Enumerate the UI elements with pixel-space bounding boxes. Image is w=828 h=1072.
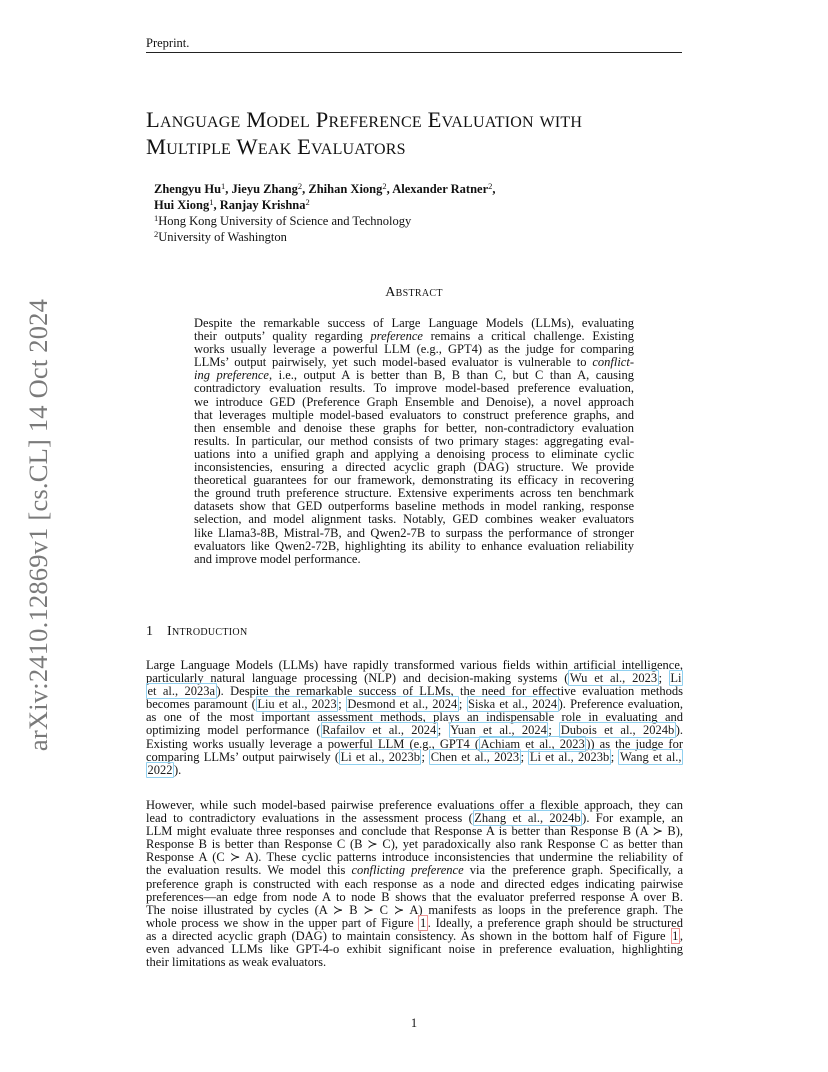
citation-link[interactable]: Dubois et al., 2024b bbox=[560, 723, 675, 738]
text-line: Existing works usually leverage a powerful LLM (e.g., GPT4 ( Achiam et al., 2023 )) as the judge for bbox=[146, 736, 683, 751]
title-line-1: Language Model Preference Evaluation with bbox=[146, 107, 583, 132]
text-line: as one of the most important assessment methods, plays an indispensable role in evaluating and bbox=[146, 710, 683, 725]
citation-link[interactable]: Siska et al., 2024 bbox=[468, 697, 558, 712]
abstract-line: ing preference, i.e., output A is better than B, B than C, but C than A, causing bbox=[194, 368, 634, 383]
abstract-line: contradictory evaluation results. To improve model-based preference evaluation, bbox=[194, 381, 634, 396]
author-affil-mark: 2 bbox=[488, 181, 493, 191]
arxiv-sidebar-stamp bbox=[21, 295, 55, 755]
arxiv-id: arXiv:2410.12869v1 [cs.CL] 14 Oct 2024 bbox=[22, 298, 53, 752]
section-heading-introduction bbox=[146, 624, 247, 640]
abstract-heading: Abstract bbox=[385, 285, 443, 300]
abstract-line: results. In particular, our method consists of two primary stages: aggregating eval- bbox=[194, 433, 634, 448]
figure-ref-link[interactable]: 1 bbox=[672, 928, 679, 943]
author-affil-mark: 2 bbox=[297, 181, 303, 191]
citation-link[interactable]: Zhang et al., 2024b bbox=[474, 811, 581, 826]
author-affil-mark: 2 bbox=[382, 181, 387, 191]
text-line: even advanced LLMs like GPT-4-o exhibit significant noise in preference evaluation, highlighting bbox=[146, 942, 683, 957]
abstract-line: we introduce GED (Preference Graph Ensemble and Denoise), a novel approach bbox=[194, 394, 634, 409]
author-name: Zhihan Xiong bbox=[308, 182, 383, 196]
author-line-2: Hui Xiong$^1$, Ranjay Krishna$^2$ bbox=[154, 197, 310, 212]
text-line: Response A (C ≻ A). These cyclic patterns introduce inconsistencies that undermine the reliability of bbox=[146, 850, 683, 865]
author-affil-mark: 1 bbox=[221, 181, 226, 191]
abstract-line: evaluators like Qwen2-72B, highlighting its ability to enhance evaluation reliability bbox=[194, 538, 634, 553]
citation-link[interactable]: 2022 bbox=[147, 762, 173, 777]
text-line: whole process we show in the upper part of Figure 1 . Ideally, a preference graph should be structured bbox=[146, 915, 683, 930]
author-block bbox=[154, 181, 674, 245]
abstract-line: uations into a unified graph and applying a denoising process to eliminate cyclic bbox=[194, 446, 634, 461]
figure-ref-link[interactable]: 1 bbox=[419, 915, 427, 930]
text-line: particularly natural language processing (NLP) and decision-making systems ( Wu et al., 2023 ; Li bbox=[146, 671, 682, 686]
page-number: 1 bbox=[410, 1016, 418, 1030]
text-line: 2022 ). bbox=[147, 762, 182, 777]
author-name: Zhengyu Hu bbox=[154, 182, 222, 196]
author-line-1: Zhengyu Hu$^1$, Jieyu Zhang$^2$, Zhihan Xiong$^2$, Alexander Ratner$^2$, bbox=[154, 181, 496, 196]
text-line: becomes paramount ( Liu et al., 2023 ; Desmond et al., 2024 ; Siska et al., 2024 ). Preference evaluation, bbox=[146, 697, 683, 712]
intro-paragraph-1 bbox=[146, 659, 683, 777]
section-title: Introduction bbox=[167, 624, 248, 639]
text-line: the evaluation results. We model this conflicting preference via the preference graph. Specifically, a bbox=[146, 863, 683, 878]
section-number: 1 bbox=[146, 624, 153, 639]
abstract-line: theoretical guarantees for our framework, demonstrating its efficacy in recovering bbox=[194, 473, 634, 488]
citation-link[interactable]: Li bbox=[670, 671, 682, 686]
abstract-line: works usually leverage a powerful LLM (e.g., GPT4) as the judge for comparing bbox=[194, 342, 634, 357]
abstract-line: LLMs’ output pairwisely, yet such model-based evaluator is vulnerable to conflict- bbox=[194, 355, 634, 370]
author-affil-mark: 1 bbox=[209, 197, 214, 207]
affiliation-1: $^1$Hong Kong University of Science and Technology bbox=[154, 213, 412, 228]
text-line: The noise illustrated by cycles (A ≻ B ≻ C ≻ A) manifests as loops in the preference graph. The bbox=[146, 902, 683, 917]
citation-link[interactable]: Yuan et al., 2024 bbox=[450, 723, 547, 738]
citation-link[interactable]: Achiam et al., 2023 bbox=[480, 736, 585, 751]
text-line: preference graph is constructed with each response as a node and directed edges indicating pairwise bbox=[146, 876, 683, 891]
header-rule bbox=[146, 52, 682, 53]
abstract-line: then ensemble and denoise these graphs for better, non-contradictory evaluation bbox=[194, 420, 634, 435]
abstract-line: Despite the remarkable success of Large Language Models (LLMs), evaluating bbox=[194, 316, 634, 330]
citation-link[interactable]: Li et al., 2023b bbox=[529, 749, 610, 764]
citation-link[interactable]: Wang et al., bbox=[619, 749, 682, 764]
citation-link[interactable]: Desmond et al., 2024 bbox=[347, 697, 458, 712]
text-line: comparing LLMs’ output pairwisely ( Li et al., 2023b ; Chen et al., 2023 ; Li et al., 2023b ; Wang et al., bbox=[146, 749, 682, 764]
citation-link[interactable]: Rafailov et al., 2024 bbox=[322, 723, 437, 738]
author-name: Jieyu Zhang bbox=[231, 182, 298, 196]
affiliation-2: $^2$University of Washington bbox=[154, 229, 287, 244]
citation-link[interactable]: Chen et al., 2023 bbox=[430, 749, 520, 764]
abstract-line: like Llama3-8B, Mistral-7B, and Qwen2-7B to surpass the performance of stronger bbox=[194, 525, 634, 540]
text-line: preferences—an edge from node A to node B shows that the evaluator preferred response A over B. bbox=[146, 889, 683, 904]
author-name: Hui Xiong bbox=[154, 198, 210, 212]
running-head: Preprint. bbox=[146, 36, 190, 50]
citation-link[interactable]: Li et al., 2023b bbox=[340, 749, 420, 764]
title-line-2: Multiple Weak Evaluators bbox=[146, 134, 406, 159]
citation-link[interactable]: et al., 2023a bbox=[147, 684, 215, 699]
text-line: lead to contradictory evaluations in the assessment process ( Zhang et al., 2024b ). For example, an bbox=[146, 811, 683, 826]
text-line: their limitations as weak evaluators. bbox=[146, 955, 327, 970]
abstract-line: and improve model performance. bbox=[194, 551, 361, 566]
abstract-line: inconsistencies, ensuring a directed acyclic graph (DAG) structure. We provide bbox=[194, 460, 634, 475]
text-line: However, while such model-based pairwise preference evaluations offer a flexible approach, they can bbox=[146, 798, 683, 812]
text-line: Response B is better than Response C (B ≻ C), yet paradoxically also rank Response C as better than bbox=[146, 837, 683, 852]
abstract-line: datasets show that GED outperforms baseline methods in model ranking, response bbox=[194, 499, 634, 514]
author-name: Ranjay Krishna bbox=[219, 198, 306, 212]
abstract-line: their outputs’ quality regarding preference remains a critical challenge. Existing bbox=[194, 329, 634, 344]
author-name: Alexander Ratner bbox=[392, 182, 489, 196]
abstract-line: the ground truth preference structure. Extensive experiments across ten benchmark bbox=[194, 486, 634, 501]
citation-link[interactable]: Wu et al., 2023 bbox=[569, 671, 658, 686]
paper-title bbox=[146, 106, 706, 160]
author-affil-mark: 2 bbox=[305, 197, 310, 207]
text-line: et al., 2023a ). Despite the remarkable success of LLMs, the need for effective evaluation methods bbox=[147, 684, 683, 699]
intro-paragraph-2 bbox=[146, 799, 683, 969]
abstract-line: that leverages multiple model-based evaluators to construct preference graphs, and bbox=[194, 407, 634, 422]
citation-link[interactable]: Liu et al., 2023 bbox=[257, 697, 337, 712]
text-line: LLM might evaluate three responses and conclude that Response A is better than Response B (A ≻ B), bbox=[146, 824, 683, 839]
text-line: Large Language Models (LLMs) have rapidly transformed various fields within artificial intelligence, bbox=[146, 658, 683, 672]
text-line: as a directed acyclic graph (DAG) to maintain consistency. As shown in the bottom half of Figure 1 , bbox=[146, 928, 683, 943]
abstract-line: selection, and model alignment tasks. Notably, GED combines weaker evaluators bbox=[194, 512, 634, 527]
abstract-body bbox=[194, 317, 634, 566]
text-line: optimizing model performance ( Rafailov et al., 2024 ; Yuan et al., 2024 ; Dubois et al., 2024b ). bbox=[146, 723, 684, 738]
